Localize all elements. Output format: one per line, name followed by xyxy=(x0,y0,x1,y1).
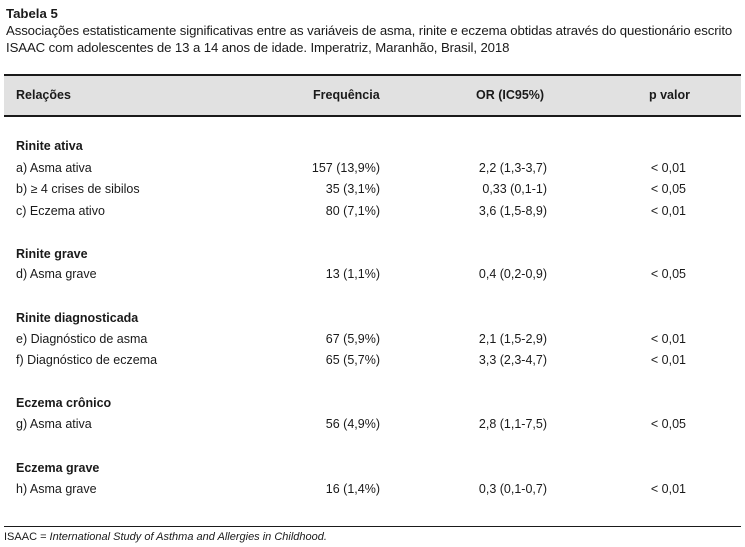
table-bottom-rule xyxy=(4,526,741,527)
cell-relacao: h) Asma grave xyxy=(16,482,97,496)
table-row xyxy=(4,265,741,283)
table-row xyxy=(4,480,741,498)
cell-or: 3,3 (2,3-4,7) xyxy=(478,353,547,367)
cell-p-valor: < 0,05 xyxy=(650,417,686,431)
header-or: OR (IC95%) xyxy=(476,88,545,102)
cell-p-valor: < 0,05 xyxy=(650,182,686,196)
cell-frequencia: 67 (5,9%) xyxy=(325,332,380,346)
table-row xyxy=(4,202,741,220)
data-table xyxy=(4,74,741,527)
cell-or: 2,8 (1,1-7,5) xyxy=(478,417,547,431)
table-row xyxy=(4,180,741,198)
group-title-rinite-grave: Rinite grave xyxy=(16,247,88,261)
cell-relacao: b) ≥ 4 crises de sibilos xyxy=(16,182,140,196)
cell-p-valor: < 0,01 xyxy=(650,482,686,496)
cell-p-valor: < 0,01 xyxy=(650,353,686,367)
group-title-rinite-ativa: Rinite ativa xyxy=(16,139,83,153)
header-frequencia: Frequência xyxy=(313,88,380,102)
cell-or: 0,4 (0,2-0,9) xyxy=(478,267,547,281)
cell-or: 0,3 (0,1-0,7) xyxy=(478,482,547,496)
footnote-expansion: International Study of Asthma and Allergies in Childhood. xyxy=(49,531,327,543)
table-row xyxy=(4,159,741,177)
cell-or: 0,33 (0,1-1) xyxy=(482,182,547,196)
group-title-rinite-diagnosticada: Rinite diagnosticada xyxy=(16,311,139,325)
cell-relacao: a) Asma ativa xyxy=(16,161,92,175)
table-description: Associações estatisticamente significativas entre as variáveis de asma, rinite e eczema obtidas através do questionário escrito ISAAC com adolescentes de 13 a 14 anos de idade. Imperatriz, Maranhão, Brasil, 2018 xyxy=(6,23,733,55)
cell-relacao: f) Diagnóstico de eczema xyxy=(16,353,158,367)
cell-p-valor: < 0,01 xyxy=(650,332,686,346)
table-row xyxy=(4,415,741,433)
table-header xyxy=(4,76,741,115)
table-caption xyxy=(6,5,742,56)
cell-frequencia: 16 (1,4%) xyxy=(325,482,380,496)
header-relacoes: Relações xyxy=(16,88,71,102)
group-title-eczema-grave: Eczema grave xyxy=(16,461,100,475)
cell-relacao: c) Eczema ativo xyxy=(16,204,105,218)
footnote-abbreviation: ISAAC = xyxy=(4,531,50,543)
cell-frequencia: 65 (5,7%) xyxy=(325,353,380,367)
table-label: Tabela 5 xyxy=(6,6,58,21)
cell-relacao: g) Asma ativa xyxy=(16,417,92,431)
table-footnote xyxy=(4,530,327,544)
header-p-valor: p valor xyxy=(649,88,690,102)
cell-or: 3,6 (1,5-8,9) xyxy=(478,204,547,218)
table-row xyxy=(4,351,741,369)
cell-or: 2,2 (1,3-3,7) xyxy=(478,161,547,175)
cell-relacao: e) Diagnóstico de asma xyxy=(16,332,148,346)
group-title-eczema-cronico: Eczema crônico xyxy=(16,396,112,410)
cell-relacao: d) Asma grave xyxy=(16,267,97,281)
cell-frequencia: 13 (1,1%) xyxy=(325,267,380,281)
cell-p-valor: < 0,01 xyxy=(650,161,686,175)
table-row xyxy=(4,330,741,348)
table-header-rule xyxy=(4,115,741,117)
cell-or: 2,1 (1,5-2,9) xyxy=(478,332,547,346)
cell-frequencia: 56 (4,9%) xyxy=(325,417,380,431)
cell-p-valor: < 0,05 xyxy=(650,267,686,281)
cell-p-valor: < 0,01 xyxy=(650,204,686,218)
cell-frequencia: 80 (7,1%) xyxy=(325,204,380,218)
cell-frequencia: 35 (3,1%) xyxy=(325,182,380,196)
cell-frequencia: 157 (13,9%) xyxy=(311,161,380,175)
